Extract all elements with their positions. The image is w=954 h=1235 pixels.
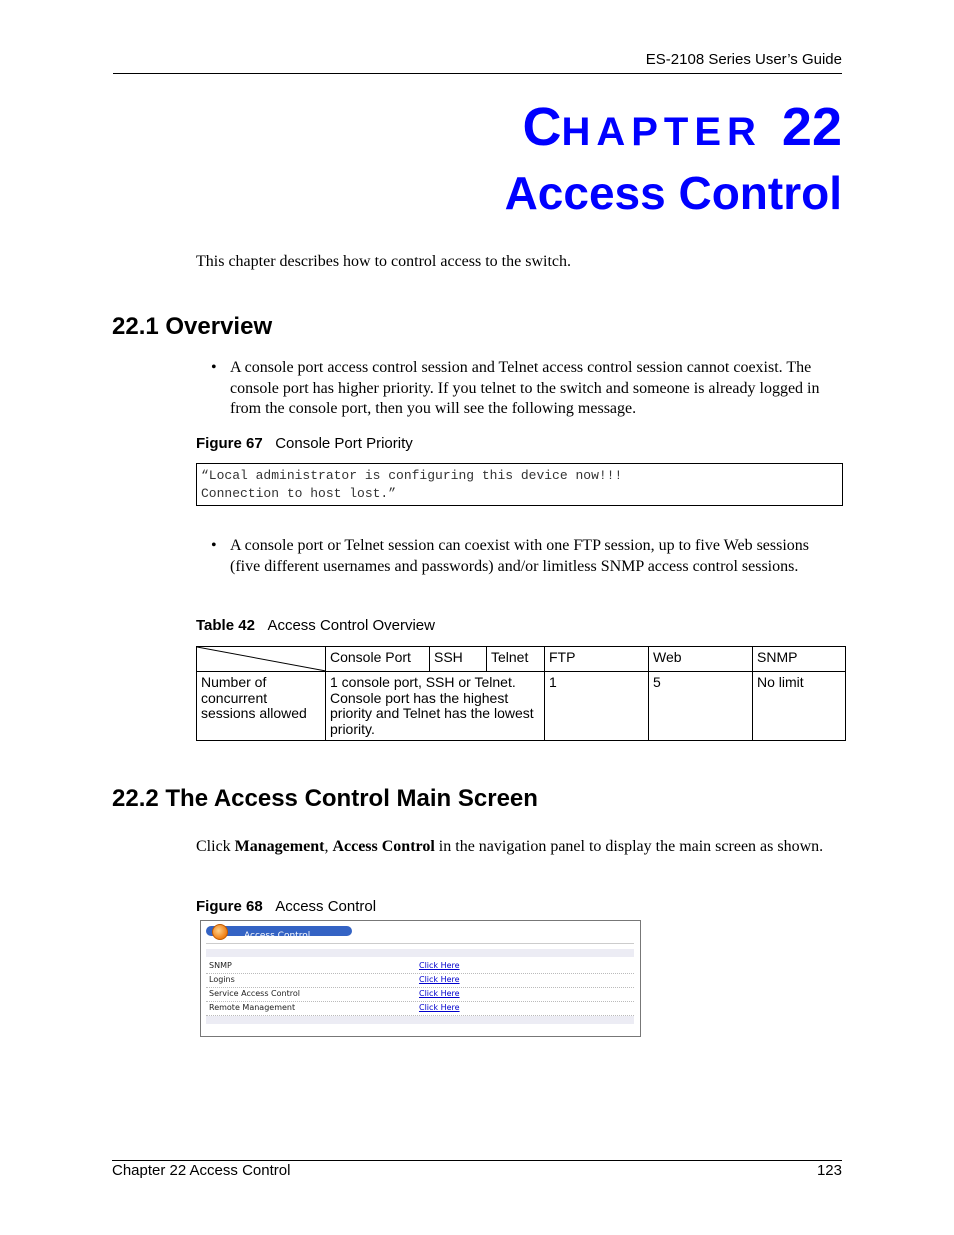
access-control-screenshot — [200, 920, 641, 1037]
row-label: Remote Management — [209, 1003, 296, 1012]
screen-band-bottom — [206, 1016, 634, 1024]
table-header-row — [197, 647, 846, 672]
click-here-link-logins[interactable]: Click Here — [419, 975, 460, 984]
row-label: Service Access Control — [209, 989, 300, 998]
para-bold-management: Management — [234, 838, 325, 855]
chapter-number: 22 — [781, 97, 842, 157]
table-row-label: Number of concurrent sessions allowed — [197, 672, 326, 741]
bullet-symbol: • — [211, 359, 217, 376]
bullet-text-2: A console port or Telnet session can coexist with one FTP session, up to five Web sessions (five different usernames and passwords) and/or limitless SNMP access control sessions. — [230, 537, 810, 575]
click-here-link-snmp[interactable]: Click Here — [419, 961, 460, 970]
table-header-cell: Telnet — [487, 647, 545, 672]
click-here-link-remote-management[interactable]: Click Here — [419, 1003, 460, 1012]
access-control-overview-table — [196, 646, 846, 741]
table-42-caption — [196, 617, 435, 634]
row-label: Logins — [209, 975, 235, 984]
console-message-line-2: Connection to host lost.” — [201, 486, 397, 501]
footer-page-number: 123 — [816, 1162, 842, 1179]
figure-68-label: Figure 68 — [196, 898, 263, 915]
chapter-label — [522, 96, 842, 158]
table-corner-cell — [197, 647, 326, 672]
table-header-cell: Console Port — [326, 647, 430, 672]
table-cell-snmp: No limit — [753, 672, 846, 741]
figure-68-title: Access Control — [275, 898, 377, 915]
chapter-label-initial: C — [522, 97, 562, 157]
table-cell-web: 5 — [649, 672, 753, 741]
corner-diagonal-line — [197, 647, 326, 672]
table-42-label: Table 42 — [196, 617, 255, 634]
row-label: SNMP — [209, 961, 232, 970]
para-text: Click — [196, 838, 235, 855]
figure-67-title: Console Port Priority — [275, 435, 413, 452]
bullet-text-1: A console port access control session and Telnet access control session cannot coexist. The console port has higher priority. If you telnet to the switch and someone is already logged in from the console port, then you will see the following message. — [230, 359, 820, 417]
header-rule — [113, 73, 842, 74]
list-item-service-access-control — [206, 987, 634, 1002]
section-heading-main-screen: 22.2 The Access Control Main Screen — [112, 785, 538, 812]
table-header-cell: SNMP — [753, 647, 846, 672]
list-item-snmp — [206, 959, 634, 974]
para-bold-access-control: Access Control — [332, 838, 435, 855]
chapter-label-rest: HAPTER — [561, 110, 762, 154]
figure-68-caption — [196, 898, 376, 915]
para-text: , — [324, 838, 333, 855]
table-header-cell: FTP — [545, 647, 649, 672]
console-message-box — [196, 463, 843, 506]
list-item-remote-management — [206, 1001, 634, 1016]
screen-divider — [206, 943, 634, 944]
table-header-cell: SSH — [430, 647, 487, 672]
table-header-cell: Web — [649, 647, 753, 672]
footer-chapter-title: Chapter 22 Access Control — [112, 1162, 291, 1179]
click-here-link-service-access-control[interactable]: Click Here — [419, 989, 460, 998]
screen-band-top — [206, 949, 634, 957]
table-cell-console-ssh-telnet: 1 console port, SSH or Telnet. Console port has the highest priority and Telnet has the lowest priority. — [326, 672, 545, 741]
footer-rule — [112, 1160, 842, 1161]
main-screen-paragraph — [196, 837, 842, 858]
header-guide-title: ES-2108 Series User’s Guide — [645, 51, 842, 68]
bullet-symbol: • — [211, 537, 217, 554]
list-item-logins — [206, 973, 634, 988]
section-heading-overview: 22.1 Overview — [112, 313, 273, 340]
para-text: in the navigation panel to display the main screen as shown. — [434, 838, 824, 855]
intro-paragraph: This chapter describes how to control access to the switch. — [196, 253, 571, 270]
table-42-title: Access Control Overview — [267, 617, 435, 634]
figure-67-caption — [196, 435, 413, 452]
orange-orb-icon — [212, 924, 228, 940]
table-row — [197, 672, 846, 741]
figure-67-label: Figure 67 — [196, 435, 263, 452]
chapter-title: Access Control — [504, 167, 842, 219]
table-cell-ftp: 1 — [545, 672, 649, 741]
screen-title-label: Access Control — [244, 931, 311, 941]
console-message-line-1: “Local administrator is configuring this device now!!! — [201, 468, 623, 483]
